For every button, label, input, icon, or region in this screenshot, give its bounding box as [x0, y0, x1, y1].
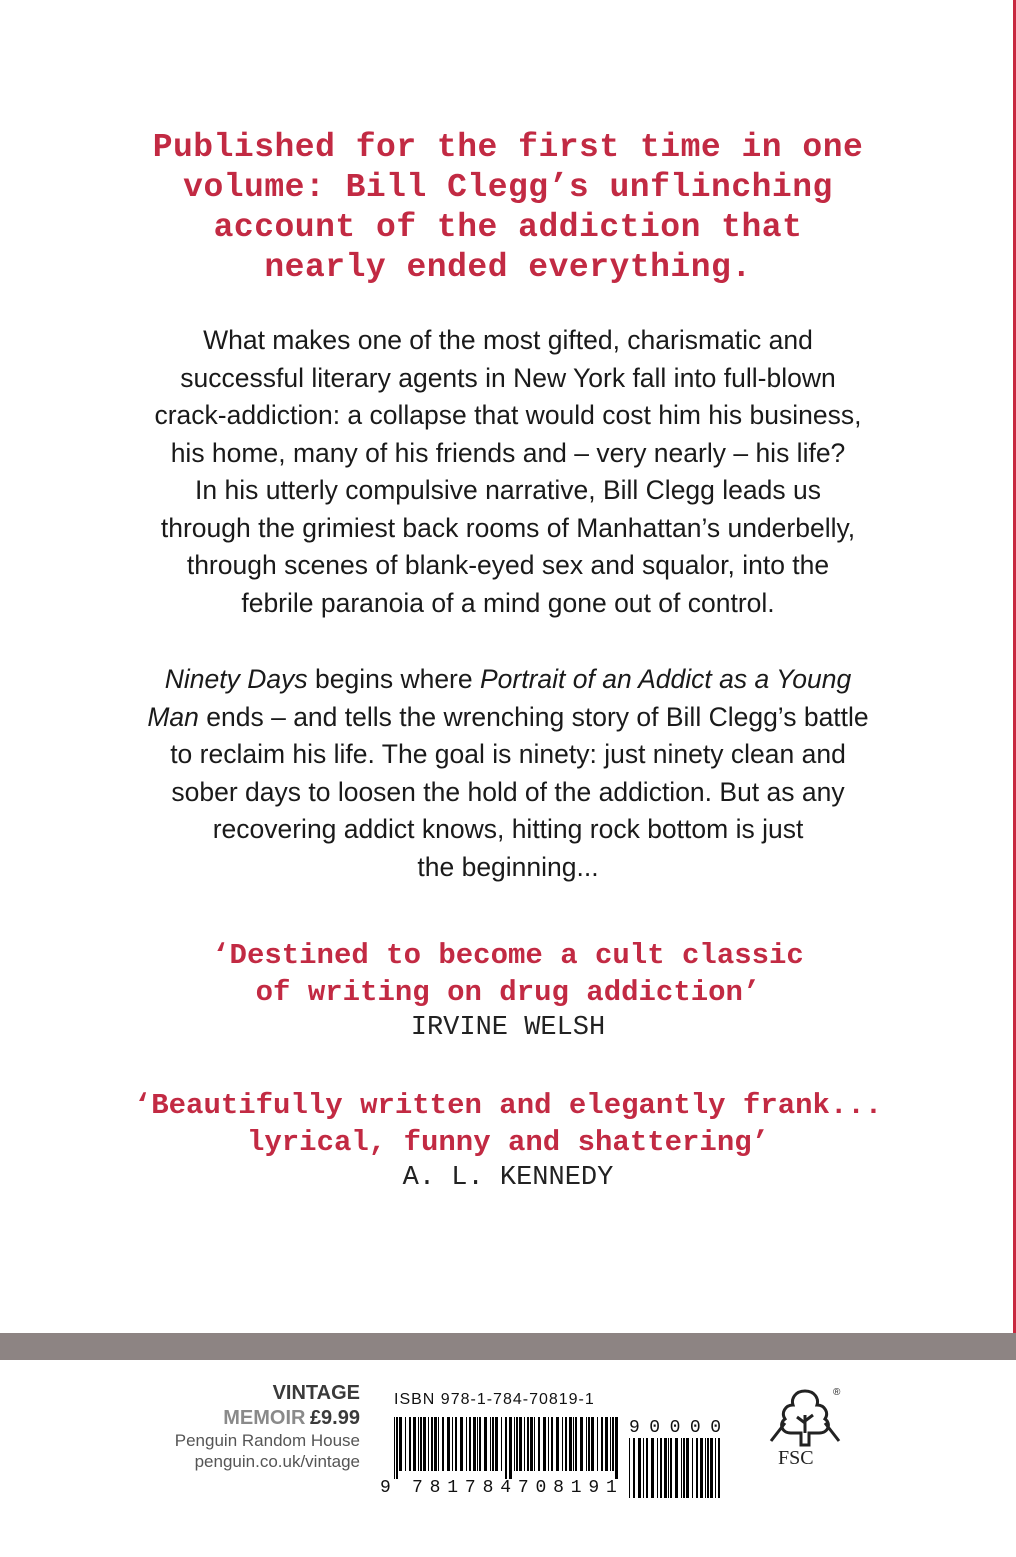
- barcode-bar: [715, 1438, 716, 1498]
- barcode-bar: [686, 1438, 689, 1498]
- barcode-bar: [569, 1417, 572, 1471]
- barcode-digit: 7: [412, 1478, 423, 1498]
- barcode-bar: [455, 1417, 457, 1471]
- publisher-name: VINTAGE: [272, 1382, 360, 1404]
- barcode-icon: [394, 1417, 619, 1479]
- barcode-bar: [527, 1417, 529, 1471]
- barcode-bar: [633, 1438, 635, 1498]
- barcode-bar: [495, 1417, 498, 1471]
- barcode-bar: [509, 1417, 512, 1479]
- blurb-line: through scenes of blank-eyed sex and squalor, into the: [186, 550, 830, 580]
- headline-line: Published for the first time in one: [152, 129, 864, 166]
- barcode-digit: 9: [588, 1478, 600, 1498]
- barcode-bar: [460, 1417, 463, 1471]
- genre-label: MEMOIR: [223, 1407, 306, 1429]
- publisher-url: penguin.co.uk/vintage: [194, 1452, 360, 1471]
- addon-digit: 0: [669, 1418, 681, 1438]
- blurb-text: ends – and tells the wrenching story of Bill Clegg’s battle: [198, 701, 869, 732]
- blurb-line: crack-addiction: a collapse that would cost him his business,: [154, 400, 862, 430]
- blurb-line: febrile paranoia of a mind gone out of control.: [241, 587, 775, 618]
- review-quote-2: [0, 1087, 1016, 1195]
- barcode-bar: [484, 1417, 487, 1471]
- barcode-bar: [610, 1417, 611, 1471]
- book-title: Portrait of an Addict as a Young: [479, 664, 852, 694]
- blurb-line: What makes one of the most gifted, charismatic and: [203, 325, 813, 355]
- barcode-bar: [399, 1417, 402, 1471]
- barcode-bar: [516, 1417, 518, 1471]
- barcode-bar: [573, 1417, 574, 1471]
- barcode-digit: 0: [535, 1478, 547, 1498]
- blurb-line: In his utterly compulsive narrative, Bill Clegg leads us: [195, 475, 821, 505]
- barcode-bar: [588, 1417, 590, 1471]
- barcode-bar: [651, 1438, 654, 1498]
- blurb-paragraph-2: [0, 661, 1016, 886]
- barcode-bar: [431, 1417, 433, 1471]
- headline-line: volume: Bill Clegg’s unflinching: [183, 169, 833, 206]
- fsc-registered-mark: ®: [833, 1387, 841, 1398]
- barcode-bar: [447, 1417, 450, 1471]
- barcode-bar: [514, 1417, 515, 1471]
- barcode-bar: [707, 1438, 709, 1498]
- barcode-bar: [683, 1438, 685, 1498]
- fsc-label: FSC: [778, 1447, 814, 1469]
- barcode-bar: [675, 1438, 678, 1498]
- barcode-lead-digit: 9: [380, 1478, 391, 1498]
- barcode-bar: [556, 1417, 559, 1471]
- barcode-bar: [670, 1438, 672, 1498]
- barcode-bar: [668, 1438, 669, 1498]
- barcode-bar: [718, 1438, 720, 1498]
- barcode-digits: [392, 1478, 617, 1498]
- barcode-bar: [601, 1417, 603, 1471]
- barcode-bar: [538, 1417, 540, 1471]
- barcode-bar: [638, 1438, 641, 1498]
- barcode-bar: [580, 1417, 583, 1471]
- blurb-line: through the grimiest back rooms of Manhattan’s underbelly,: [160, 512, 856, 543]
- barcode-bar: [700, 1438, 703, 1498]
- price-label: £9.99: [309, 1407, 360, 1429]
- barcode-bar: [501, 1417, 502, 1471]
- barcode-digit: 4: [500, 1478, 512, 1498]
- barcode-bar: [394, 1417, 395, 1479]
- barcode-bar: [696, 1438, 698, 1498]
- blurb-line: his home, many of his friends and – very nearly – his life?: [170, 437, 846, 468]
- quote-author: IRVINE WELSH: [410, 1013, 606, 1043]
- barcode-bar: [423, 1417, 426, 1471]
- barcode-bar: [413, 1417, 416, 1471]
- barcode-bar: [575, 1417, 577, 1471]
- barcode-bar: [505, 1417, 507, 1479]
- barcode-bar: [519, 1417, 522, 1471]
- quote-line: of writing on drug addiction’: [255, 976, 761, 1009]
- barcode-bar: [477, 1417, 478, 1471]
- blurb-line: to reclaim his life. The goal is ninety: just ninety clean and: [170, 739, 846, 769]
- barcode-bar: [396, 1417, 398, 1479]
- barcode-bar: [548, 1417, 549, 1471]
- blurb-line: successful literary agents in New York fall into full-blown: [180, 362, 836, 393]
- barcode-bar: [492, 1417, 494, 1471]
- genre-price: [130, 1406, 360, 1430]
- barcode-bar: [710, 1438, 713, 1498]
- barcode-bar: [442, 1417, 444, 1471]
- barcode-bar: [681, 1438, 682, 1498]
- blurb-line: sober days to loosen the hold of the addiction. But as any: [171, 776, 845, 807]
- barcode-digit: 7: [464, 1478, 476, 1498]
- quote-author: A. L. KENNEDY: [402, 1163, 614, 1193]
- publisher-imprint: [130, 1380, 360, 1472]
- barcode-bar: [473, 1417, 476, 1471]
- headline: [0, 128, 1016, 288]
- review-quote-1: [0, 937, 1016, 1045]
- barcode-bar: [452, 1417, 453, 1471]
- addon-digit: 9: [629, 1418, 640, 1438]
- barcode-bar: [469, 1417, 471, 1471]
- barcode-bar: [591, 1417, 594, 1471]
- book-title: Ninety Days: [164, 664, 308, 694]
- fsc-tree-icon: [765, 1385, 845, 1449]
- blurb-line: the beginning...: [417, 851, 599, 882]
- quote-line: ‘Destined to become a cult classic: [212, 939, 804, 972]
- barcode-bar: [438, 1417, 439, 1471]
- barcode-bar: [428, 1417, 429, 1471]
- headline-line: nearly ended everything.: [264, 249, 752, 286]
- barcode-bar: [565, 1417, 567, 1471]
- barcode-bar: [418, 1417, 419, 1471]
- barcode-bar: [409, 1417, 411, 1471]
- blurb-line: [0, 699, 1016, 737]
- barcode-bar: [405, 1417, 406, 1471]
- barcode-bar: [586, 1417, 587, 1471]
- barcode-bar: [612, 1417, 614, 1471]
- barcode-bar: [664, 1438, 667, 1498]
- book-title: Man: [147, 701, 199, 732]
- barcode-bar: [420, 1417, 422, 1471]
- addon-digit: 0: [710, 1418, 721, 1438]
- barcode-bar: [524, 1417, 525, 1471]
- barcode-bar: [534, 1417, 535, 1471]
- headline-line: account of the addiction that: [213, 209, 803, 246]
- barcode-digit: 1: [447, 1478, 459, 1498]
- barcode-bar: [597, 1417, 598, 1471]
- barcode-digit: 7: [517, 1478, 529, 1498]
- footer-band: [0, 1333, 1016, 1360]
- addon-digit: 0: [689, 1418, 701, 1438]
- barcode-digit: 1: [570, 1478, 582, 1498]
- quote-line: lyrical, funny and shattering’: [246, 1126, 770, 1159]
- barcode-bar: [551, 1417, 553, 1471]
- isbn-label: ISBN 978-1-784-70819-1: [394, 1391, 595, 1408]
- barcode-digit: 1: [606, 1478, 617, 1498]
- barcode-bar: [530, 1417, 533, 1471]
- barcode-bar: [434, 1417, 437, 1471]
- barcode-bar: [479, 1417, 481, 1471]
- publisher-group: Penguin Random House: [174, 1431, 360, 1450]
- barcode-bar: [692, 1438, 693, 1498]
- barcode-bar: [490, 1417, 491, 1471]
- blurb-line: recovering addict knows, hitting rock bottom is just: [212, 814, 804, 844]
- barcode-digit: 8: [429, 1478, 441, 1498]
- blurb-paragraph-1: [0, 322, 1016, 622]
- blurb-text: begins where: [307, 664, 480, 694]
- barcode-bar: [705, 1438, 706, 1498]
- barcode-bar: [562, 1417, 563, 1471]
- barcode-digit: 8: [482, 1478, 494, 1498]
- barcode-digit: 8: [553, 1478, 564, 1498]
- barcode-bar: [466, 1417, 467, 1471]
- barcode-bar: [605, 1417, 608, 1471]
- barcode-addon-icon: [629, 1438, 721, 1498]
- blurb-line: [0, 661, 1016, 699]
- barcode-bar: [646, 1438, 648, 1498]
- barcode-bar: [660, 1438, 662, 1498]
- barcode-bar: [629, 1438, 630, 1498]
- quote-line: ‘Beautifully written and elegantly frank...: [133, 1089, 883, 1122]
- addon-digit: 0: [649, 1418, 661, 1438]
- barcode-bar: [657, 1438, 658, 1498]
- barcode-addon-digits: [629, 1418, 721, 1438]
- barcode-bar: [643, 1438, 644, 1498]
- barcode-bar: [543, 1417, 546, 1471]
- barcode-bar: [615, 1417, 618, 1479]
